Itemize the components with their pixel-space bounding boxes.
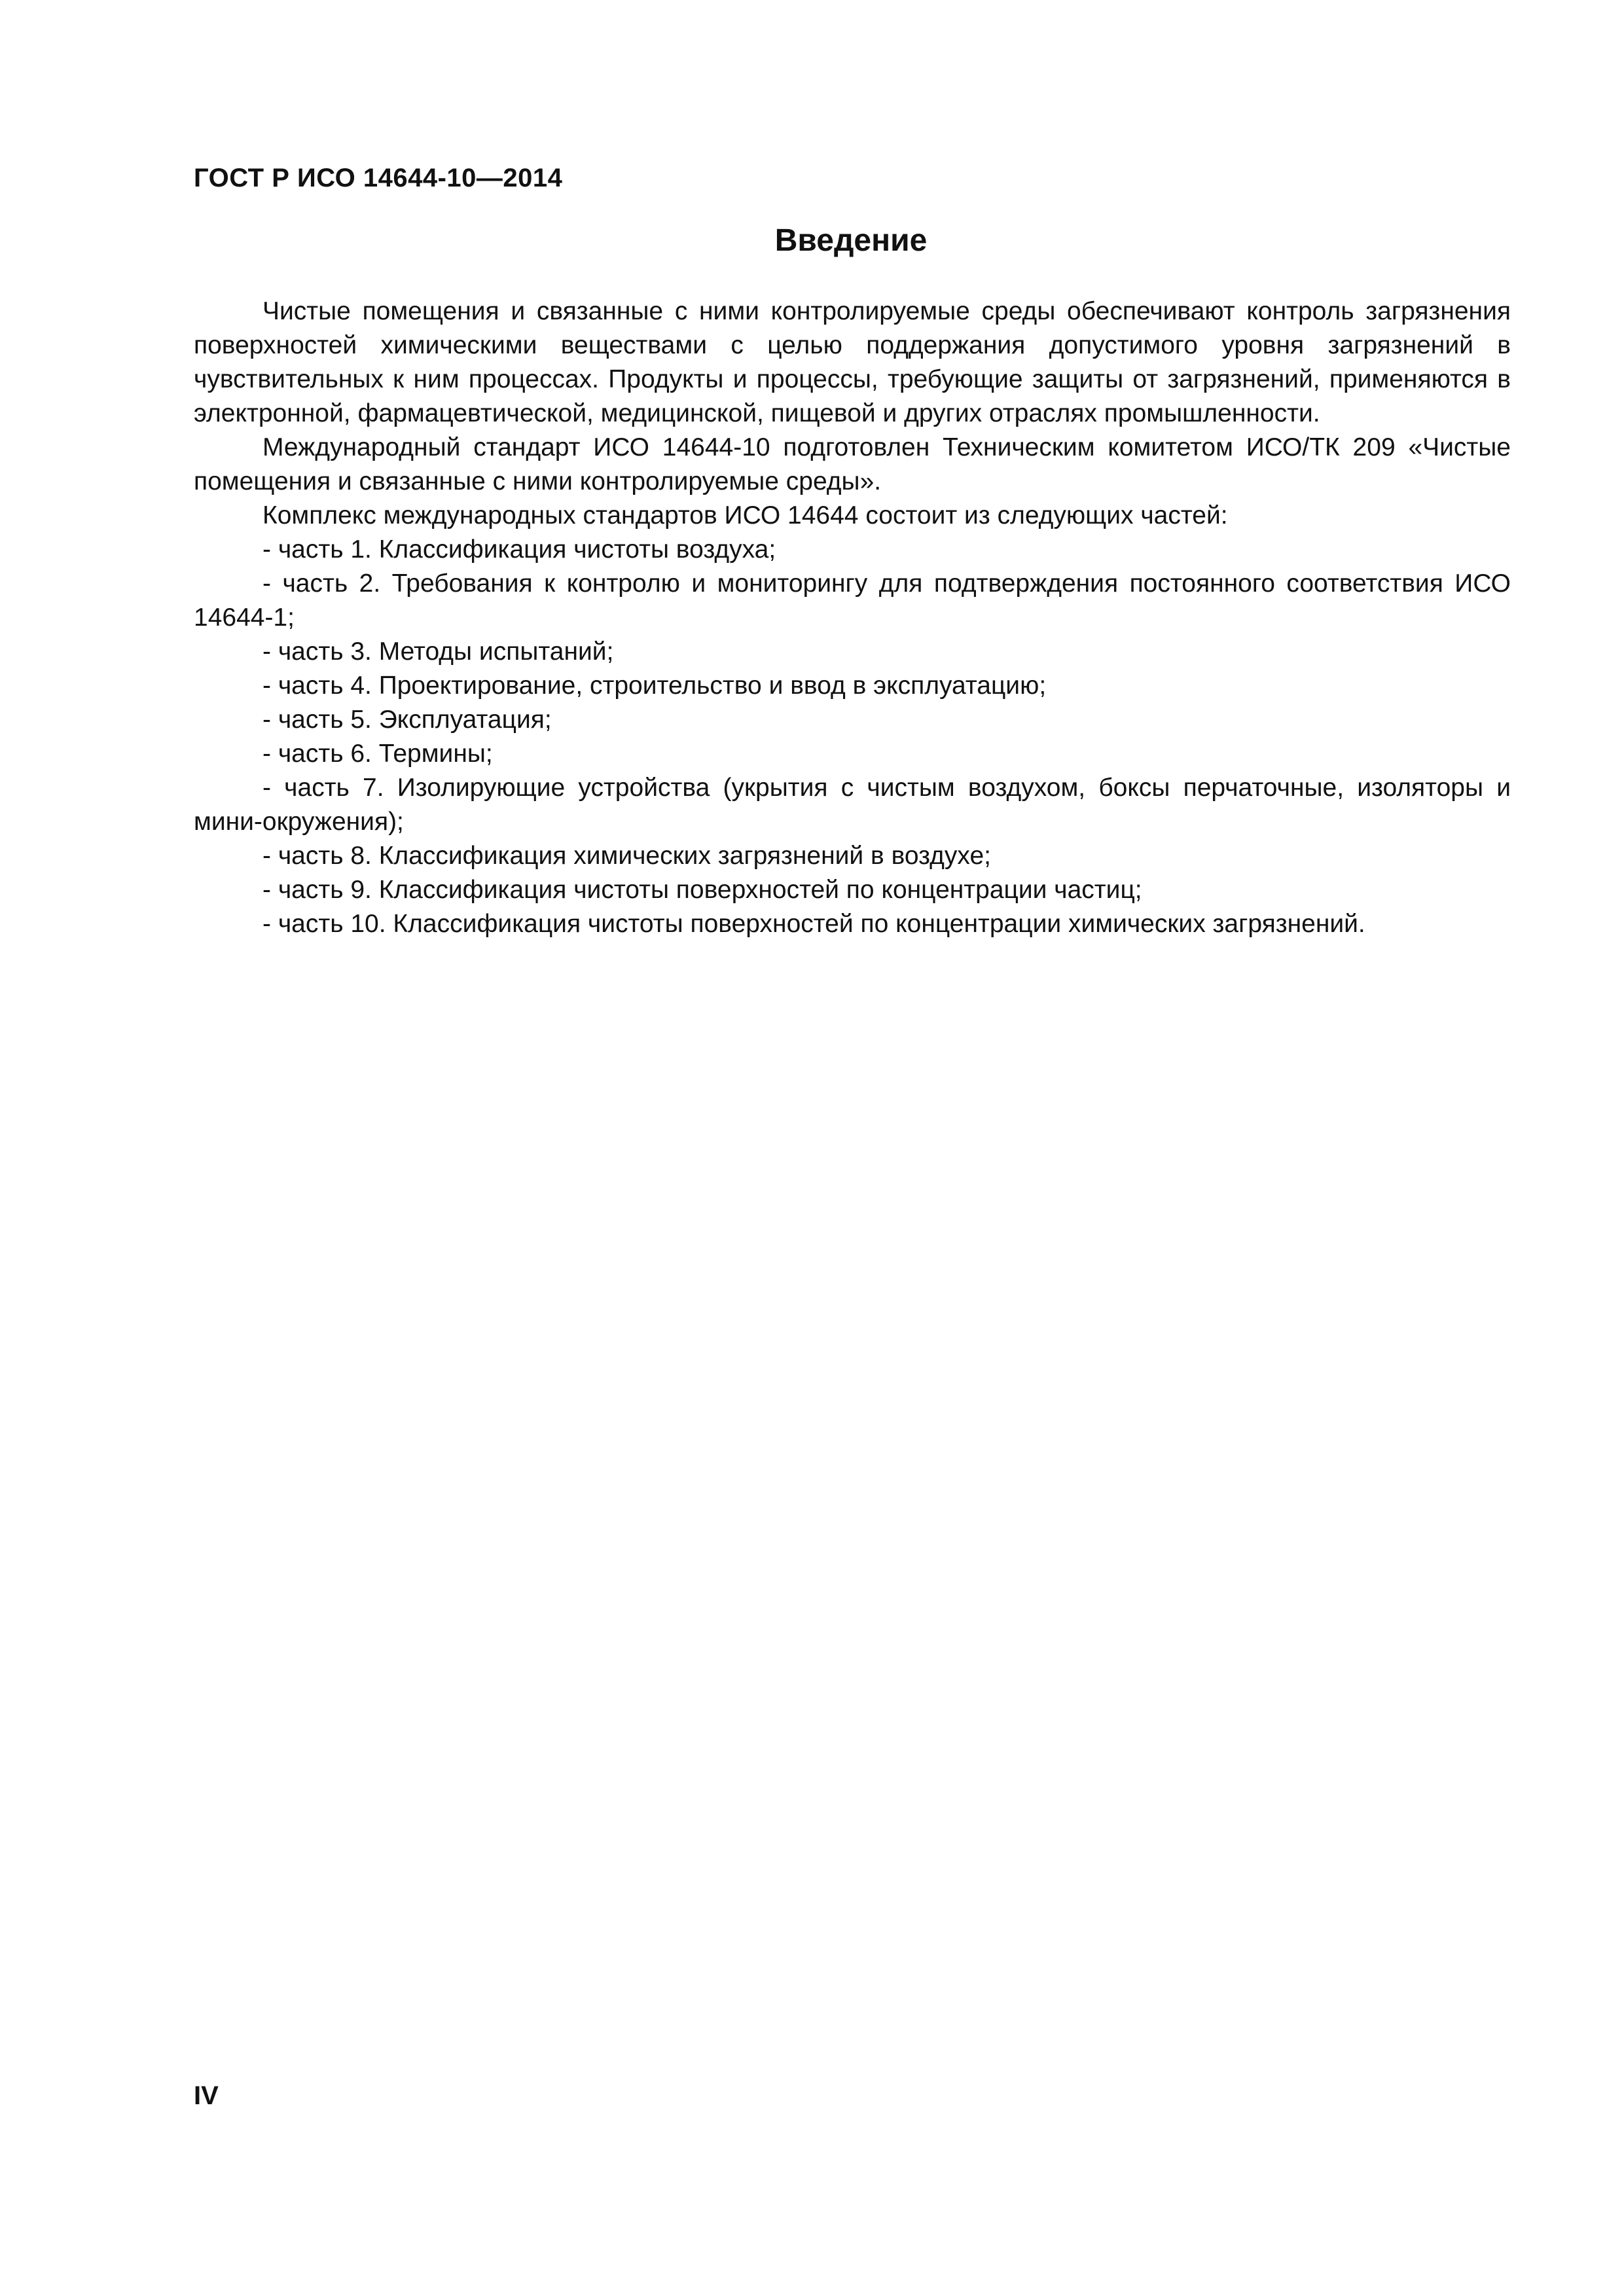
list-item-part-5: - часть 5. Эксплуатация;: [262, 706, 552, 734]
list-item-part-10: - часть 10. Классификация чистоты поверхностей по концентрации химических загрязнений.: [262, 910, 1365, 938]
list-item-part-9: - часть 9. Классификация чистоты поверхностей по концентрации частиц;: [262, 876, 1142, 904]
document-code-header: ГОСТ Р ИСО 14644-10—2014: [194, 164, 563, 192]
section-title: Введение: [774, 223, 928, 258]
list-item-part-6: - часть 6. Термины;: [262, 740, 493, 768]
list-item-part-4: - часть 4. Проектирование, строительство и ввод в эксплуатацию;: [262, 672, 1047, 700]
paragraph-intro: Чистые помещения и связанные с ними контролируемые среды обеспечивают контроль загрязнения поверхностей химическими веществами с целью поддержания допустимого уровня загрязнений в чувствительных к ним процессах. Продукты и процессы, требующие защиты от загрязнений, применяются в электронной, фармацевтической, медицинской, пищевой и других отраслях промышленности.: [194, 297, 1511, 427]
list-item-part-2: - часть 2. Требования к контролю и мониторингу для подтверждения постоянного соответствия ИСО 14644-1;: [194, 569, 1511, 632]
list-item-part-7: - часть 7. Изолирующие устройства (укрытия с чистым воздухом, боксы перчаточные, изоляторы и мини-окружения);: [194, 774, 1511, 836]
paragraph-parts-lead: Комплекс международных стандартов ИСО 14644 состоит из следующих частей:: [262, 501, 1228, 529]
list-item-part-8: - часть 8. Классификация химических загрязнений в воздухе;: [262, 842, 991, 870]
list-item-part-1: - часть 1. Классификация чистоты воздуха;: [262, 535, 776, 564]
list-item-part-3: - часть 3. Методы испытаний;: [262, 637, 614, 666]
page-number: IV: [194, 2081, 219, 2110]
introduction-body: [194, 295, 1511, 941]
paragraph-committee: Международный стандарт ИСО 14644-10 подготовлен Техническим комитетом ИСО/ТК 209 «Чистые помещения и связанные с ними контролируемые среды».: [194, 433, 1511, 495]
